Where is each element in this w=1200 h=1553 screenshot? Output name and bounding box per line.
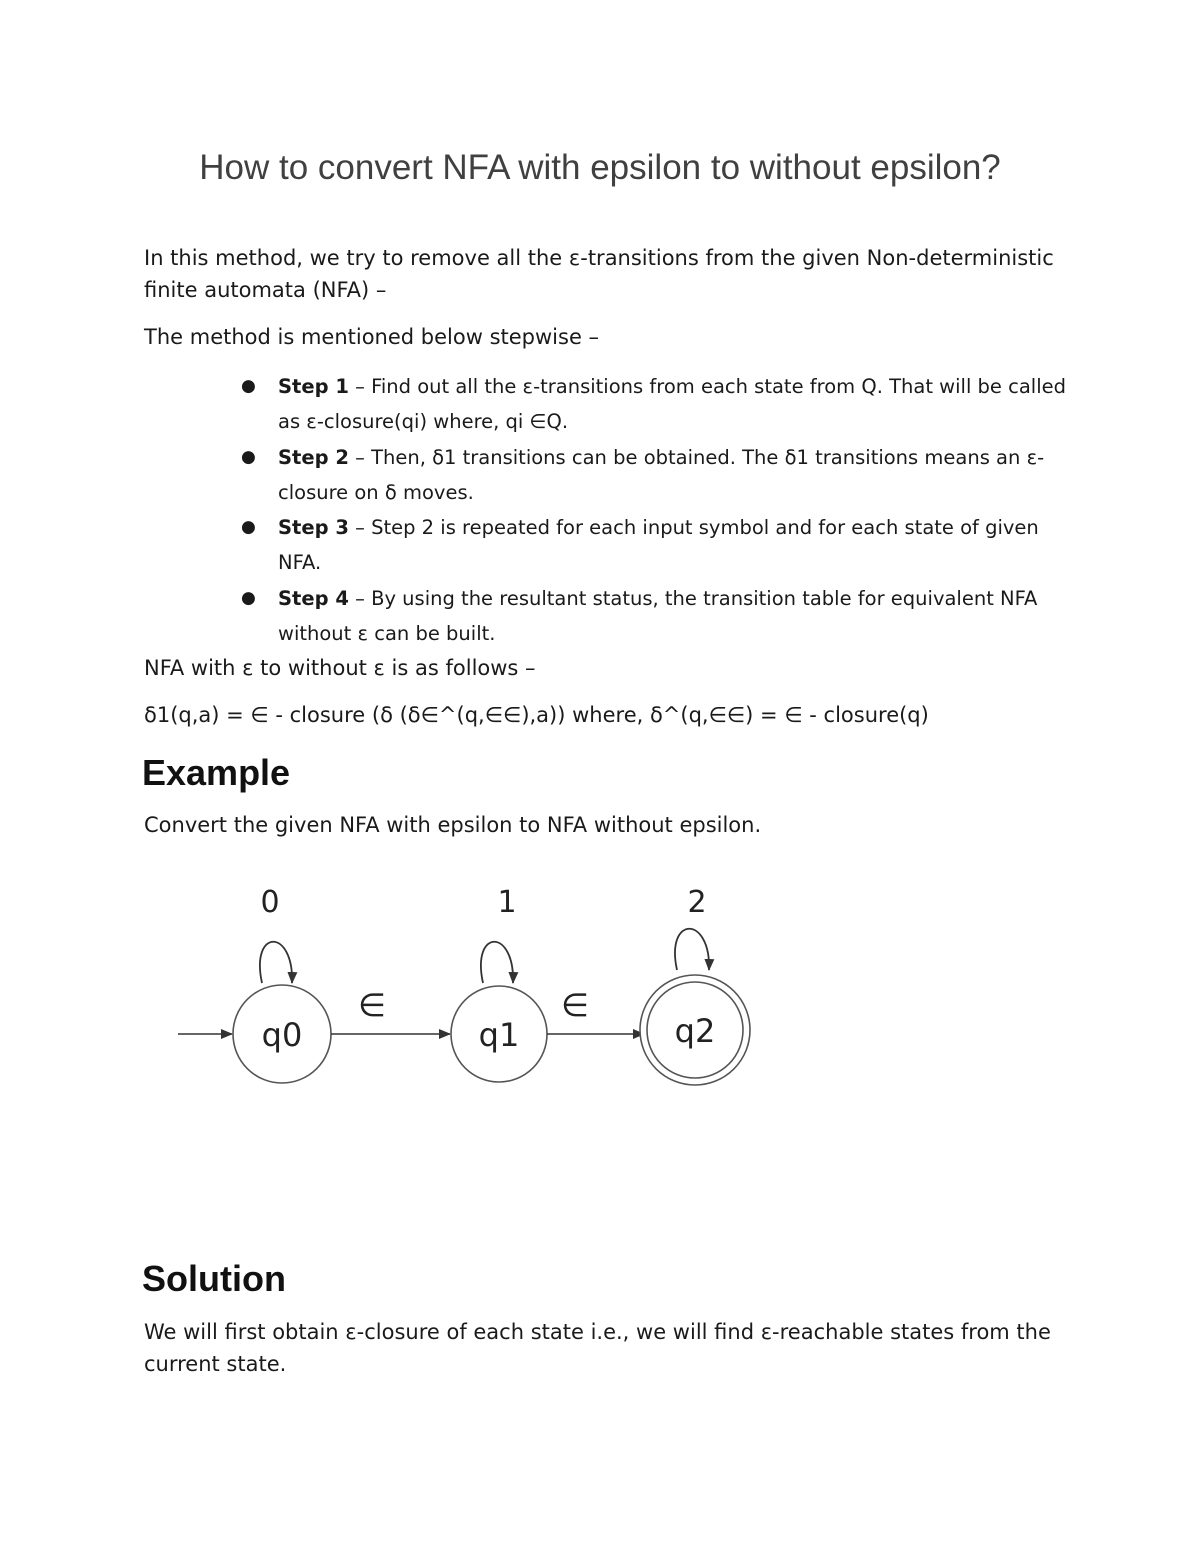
self-loop-q0 (260, 942, 292, 983)
intro-paragraph: In this method, we try to remove all the ε-transitions from the given Non-deterministic finite automata (NFA) – (144, 246, 1054, 302)
loop-label: 1 (497, 885, 517, 920)
edge-label: ∈ (358, 986, 386, 1024)
step-text: – Find out all the ε-transitions from each state from Q. That will be called as ε-closure(qi) where, qi ∈Q. (278, 375, 1067, 434)
state-label: q2 (674, 1012, 716, 1050)
steps-list (241, 369, 1068, 651)
list-item (241, 581, 1068, 652)
edge-label: ∈ (561, 986, 589, 1024)
solution-heading: Solution (142, 1258, 286, 1299)
state-label: q1 (478, 1016, 520, 1054)
step-label: Step 1 (278, 375, 349, 398)
bullet-icon: ● (241, 517, 256, 538)
bullet-icon: ● (241, 376, 256, 396)
loop-label: 0 (260, 885, 280, 920)
method-intro-paragraph: The method is mentioned below stepwise – (144, 325, 600, 349)
follows-paragraph: NFA with ε to without ε is as follows – (144, 656, 536, 680)
example-paragraph: Convert the given NFA with epsilon to NFA without epsilon. (144, 813, 762, 837)
step-text: – Then, δ1 transitions can be obtained. The δ1 transitions means an ε-closure on δ moves. (278, 445, 1045, 504)
solution-paragraph: We will first obtain ε-closure of each state i.e., we will find ε-reachable states from the current state. (144, 1320, 1051, 1376)
example-heading: Example (142, 752, 291, 793)
loop-label: 2 (687, 885, 707, 920)
page-title: How to convert NFA with epsilon to without epsilon? (199, 148, 1001, 187)
step-text: – Step 2 is repeated for each input symbol and for each state of given NFA. (278, 516, 1039, 575)
step-label: Step 3 (278, 516, 349, 540)
self-loop-q2 (675, 929, 709, 970)
nfa-diagram (170, 870, 770, 1100)
self-loop-q1 (481, 942, 513, 983)
list-item (241, 510, 1068, 581)
step-text: – By using the resultant status, the transition table for equivalent NFA without ε can be built. (278, 586, 1038, 646)
bullet-icon: ● (241, 587, 256, 608)
step-label: Step 2 (278, 445, 349, 469)
step-label: Step 4 (278, 586, 349, 610)
state-label: q0 (261, 1016, 303, 1054)
list-item (241, 440, 1068, 511)
bullet-icon: ● (241, 446, 256, 467)
formula-paragraph: δ1(q,a) = ∈ - closure (δ (δ∈^(q,∈∈),a)) where, δ^(q,∈∈) = ∈ - closure(q) (144, 703, 929, 727)
list-item (241, 369, 1068, 440)
